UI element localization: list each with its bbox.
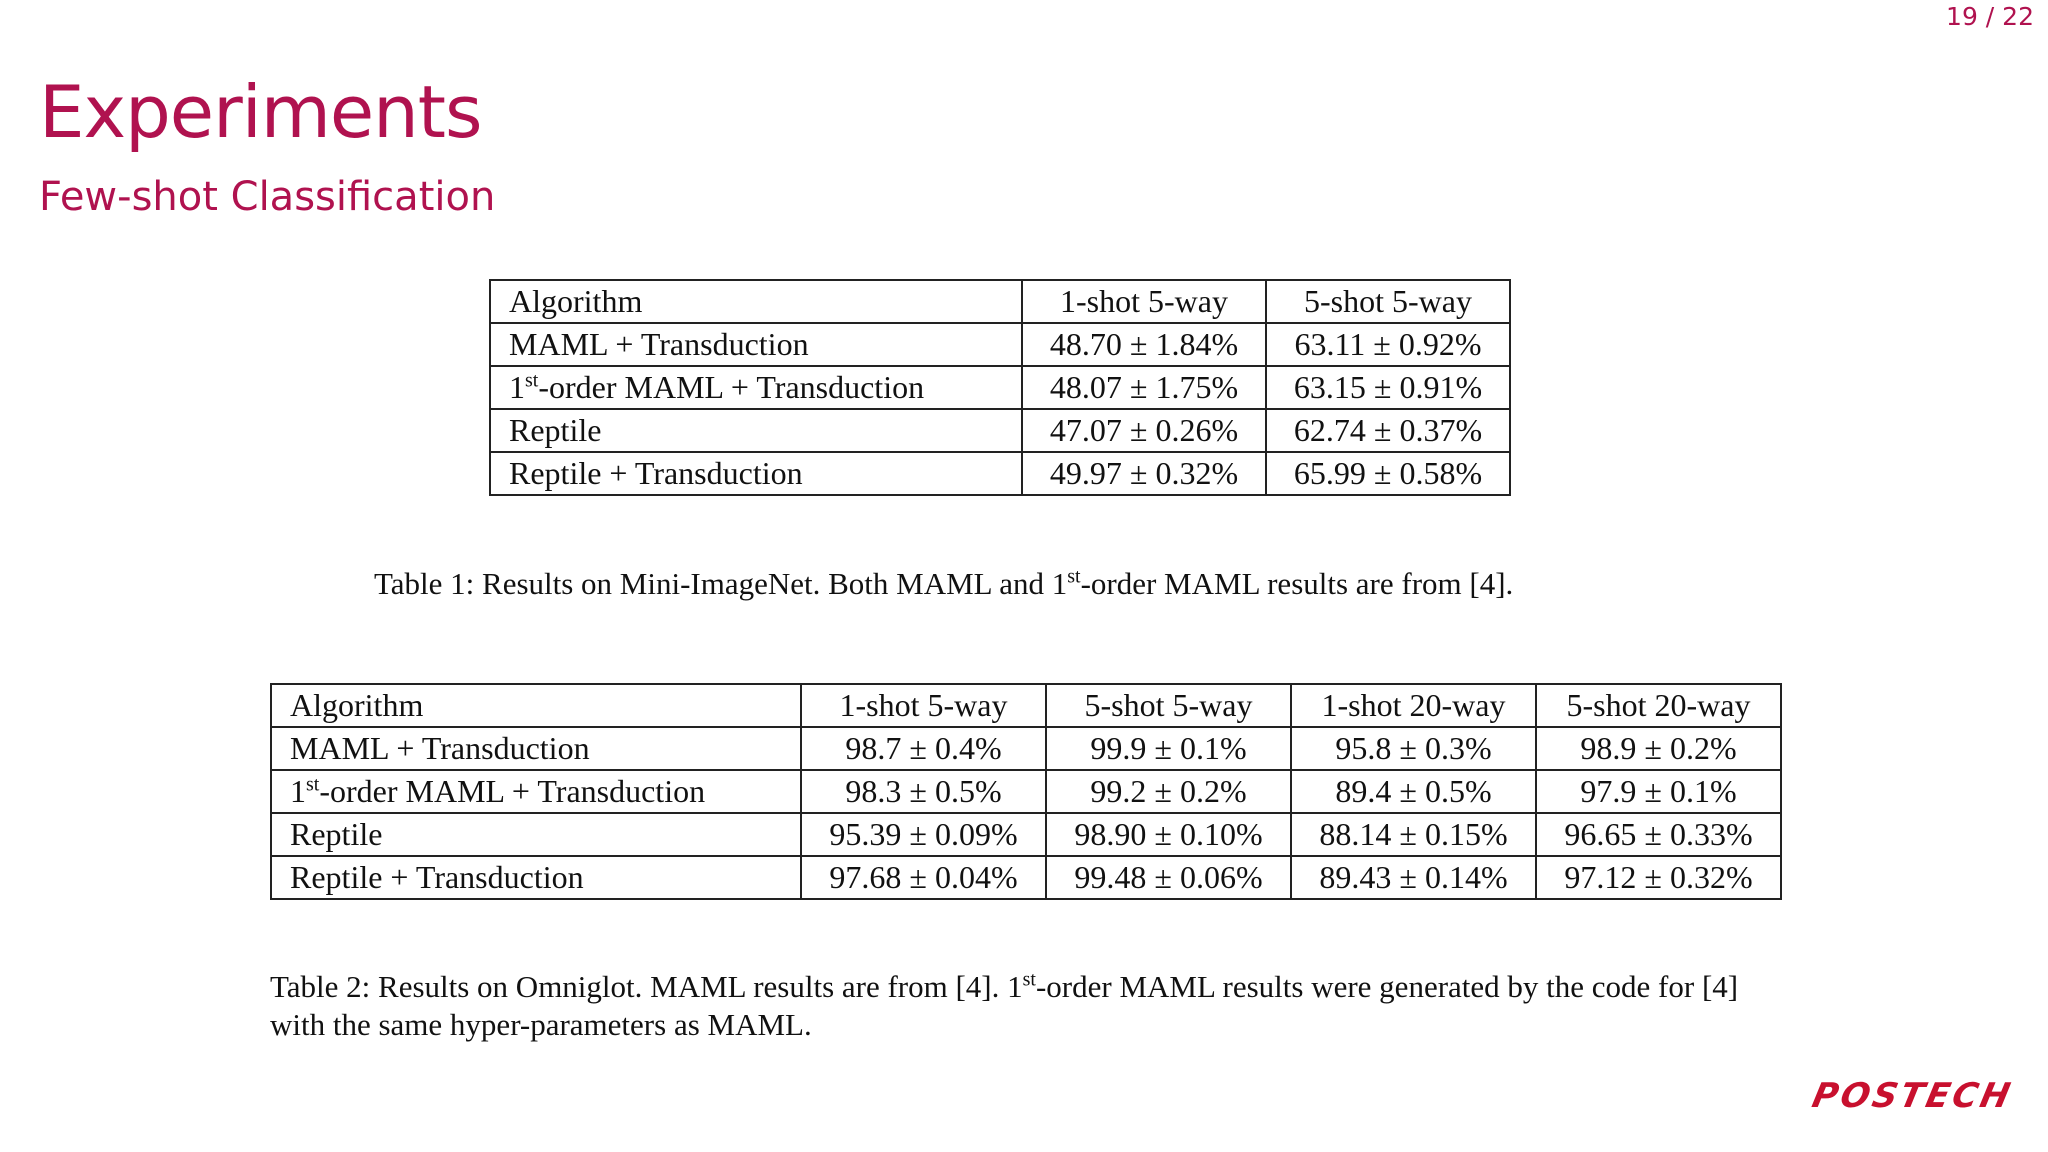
- table1-caption: Table 1: Results on Mini-ImageNet. Both MAML and 1st-order MAML results are from [4].: [374, 565, 1514, 601]
- table2-caption: Table 2: Results on Omniglot. MAML results are from [4]. 1st-order MAML results were generated by the code for [4] with the same hyper-parameters as MAML.: [270, 968, 1739, 1042]
- algorithm-cell: Reptile: [271, 813, 801, 856]
- value-cell: 48.07 ± 1.75%: [1022, 366, 1266, 409]
- value-cell: 98.9 ± 0.2%: [1536, 727, 1781, 770]
- header-cell: 5-shot 5-way: [1266, 280, 1510, 323]
- value-cell: 99.2 ± 0.2%: [1046, 770, 1291, 813]
- header-cell: 1-shot 5-way: [801, 684, 1046, 727]
- value-cell: 89.43 ± 0.14%: [1291, 856, 1536, 899]
- mini-imagenet-results-table: [489, 279, 1511, 496]
- value-cell: 63.15 ± 0.91%: [1266, 366, 1510, 409]
- value-cell: 95.8 ± 0.3%: [1291, 727, 1536, 770]
- table-row: [490, 323, 1510, 366]
- value-cell: 99.9 ± 0.1%: [1046, 727, 1291, 770]
- table-row: [490, 452, 1510, 495]
- value-cell: 48.70 ± 1.84%: [1022, 323, 1266, 366]
- value-cell: 96.65 ± 0.33%: [1536, 813, 1781, 856]
- value-cell: 97.68 ± 0.04%: [801, 856, 1046, 899]
- algorithm-cell: MAML + Transduction: [271, 727, 801, 770]
- table-row: [490, 366, 1510, 409]
- algorithm-cell: MAML + Transduction: [490, 323, 1022, 366]
- header-cell: 1-shot 20-way: [1291, 684, 1536, 727]
- header-cell: Algorithm: [271, 684, 801, 727]
- value-cell: 88.14 ± 0.15%: [1291, 813, 1536, 856]
- value-cell: 63.11 ± 0.92%: [1266, 323, 1510, 366]
- page-number: 19 / 22: [1946, 2, 2034, 31]
- algorithm-cell: Reptile + Transduction: [271, 856, 801, 899]
- value-cell: 49.97 ± 0.32%: [1022, 452, 1266, 495]
- algorithm-cell: 1st-order MAML + Transduction: [490, 366, 1022, 409]
- table-row: [271, 770, 1781, 813]
- table-header-row: [490, 280, 1510, 323]
- value-cell: 65.99 ± 0.58%: [1266, 452, 1510, 495]
- header-cell: Algorithm: [490, 280, 1022, 323]
- algorithm-cell: Reptile + Transduction: [490, 452, 1022, 495]
- value-cell: 62.74 ± 0.37%: [1266, 409, 1510, 452]
- algorithm-cell: 1st-order MAML + Transduction: [271, 770, 801, 813]
- table-row: [490, 409, 1510, 452]
- omniglot-results-table: [270, 683, 1782, 900]
- postech-logo: POSTECH: [1808, 1076, 2017, 1116]
- table-row: [271, 813, 1781, 856]
- value-cell: 98.3 ± 0.5%: [801, 770, 1046, 813]
- table-header-row: [271, 684, 1781, 727]
- slide-title: Experiments: [39, 70, 482, 154]
- header-cell: 1-shot 5-way: [1022, 280, 1266, 323]
- value-cell: 98.90 ± 0.10%: [1046, 813, 1291, 856]
- header-cell: 5-shot 20-way: [1536, 684, 1781, 727]
- value-cell: 99.48 ± 0.06%: [1046, 856, 1291, 899]
- header-cell: 5-shot 5-way: [1046, 684, 1291, 727]
- value-cell: 98.7 ± 0.4%: [801, 727, 1046, 770]
- table-row: [271, 856, 1781, 899]
- value-cell: 95.39 ± 0.09%: [801, 813, 1046, 856]
- value-cell: 47.07 ± 0.26%: [1022, 409, 1266, 452]
- algorithm-cell: Reptile: [490, 409, 1022, 452]
- value-cell: 97.12 ± 0.32%: [1536, 856, 1781, 899]
- value-cell: 97.9 ± 0.1%: [1536, 770, 1781, 813]
- value-cell: 89.4 ± 0.5%: [1291, 770, 1536, 813]
- table-row: [271, 727, 1781, 770]
- slide-subtitle: Few-shot Classification: [39, 174, 496, 220]
